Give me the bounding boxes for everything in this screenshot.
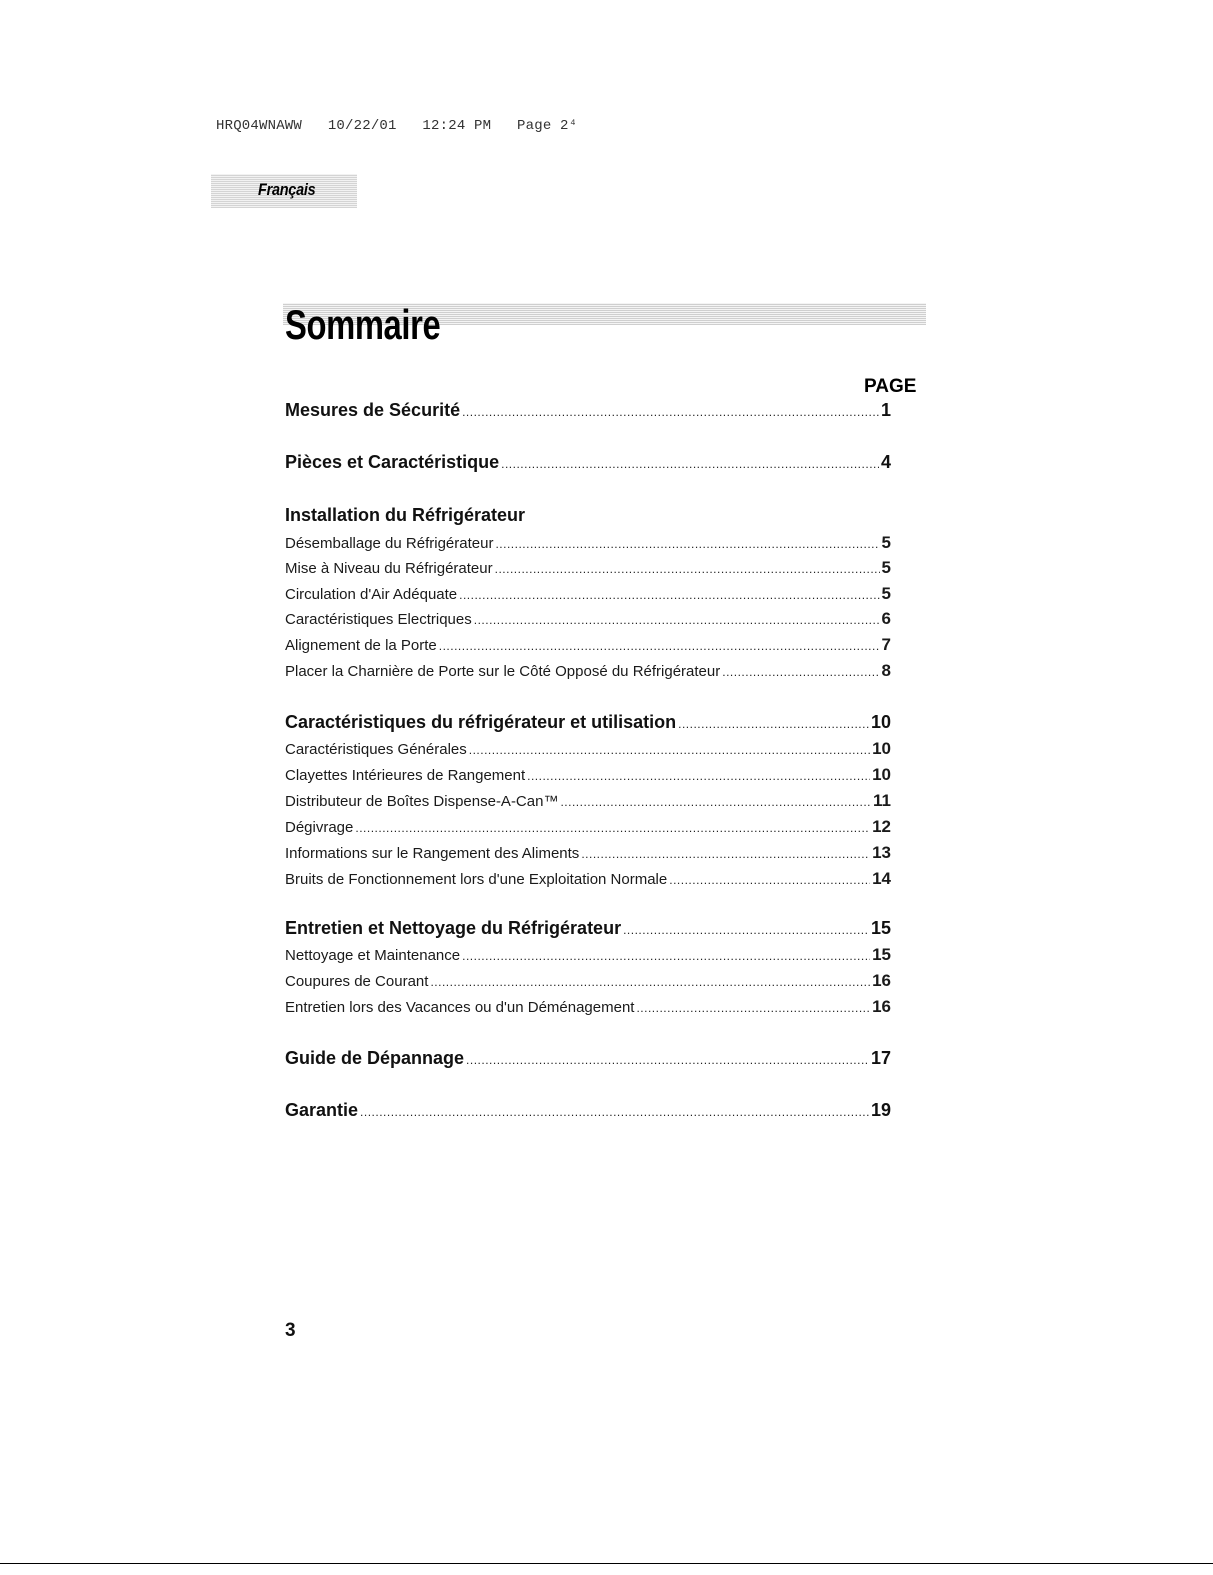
toc-entry[interactable] [285, 609, 891, 629]
dot-leader [469, 743, 870, 757]
dot-leader [462, 949, 870, 963]
dot-leader [495, 562, 880, 576]
toc-entry[interactable] [285, 558, 891, 578]
toc-entry-page: 16 [872, 971, 891, 990]
toc-entry-page: 1 [880, 400, 891, 420]
toc-section-installation [285, 505, 891, 526]
toc-entry[interactable] [285, 661, 891, 681]
toc-entry[interactable] [285, 817, 891, 837]
toc-entry-page: 5 [881, 558, 891, 577]
dot-leader [527, 769, 870, 783]
page-column-label: PAGE [864, 376, 917, 397]
print-header: HRQ04WNAWW 10/22/01 12:24 PM Page 2⁴ [216, 118, 578, 134]
toc-entry[interactable] [285, 584, 891, 604]
toc-entry-label: Clayettes Intérieures de Rangement [285, 767, 526, 784]
toc-section-label: Installation du Réfrigérateur [285, 505, 526, 525]
toc-entry-label: Bruits de Fonctionnement lors d'une Exploitation Normale [285, 871, 668, 888]
toc-entry-label: Caractéristiques du réfrigérateur et utilisation [285, 712, 677, 732]
toc-entry-caracteristiques[interactable] [285, 712, 891, 733]
dot-leader [669, 873, 870, 887]
toc-entry[interactable] [285, 635, 891, 655]
dot-leader [560, 795, 871, 809]
toc-entry-page: 17 [870, 1048, 891, 1068]
toc-entry-label: Guide de Dépannage [285, 1048, 465, 1068]
toc-entry-page: 8 [881, 661, 891, 680]
dot-leader [439, 639, 880, 653]
dot-leader [462, 405, 879, 419]
toc-entry-label: Coupures de Courant [285, 973, 429, 990]
toc-entry-label: Mise à Niveau du Réfrigérateur [285, 560, 493, 577]
toc-entry-guide[interactable] [285, 1048, 891, 1069]
toc-entry-label: Garantie [285, 1100, 359, 1120]
toc-entry-page: 4 [880, 452, 891, 472]
toc-entry[interactable] [285, 997, 891, 1017]
toc-entry-page: 16 [872, 997, 891, 1016]
footer-page-number: 3 [285, 1320, 296, 1341]
toc-entry-label: Entretien lors des Vacances ou d'un Déménagement [285, 999, 635, 1016]
dot-leader [495, 537, 879, 551]
toc-entry-pieces[interactable] [285, 452, 891, 473]
toc-entry-mesures[interactable] [285, 400, 891, 421]
toc-entry-page: 12 [872, 817, 891, 836]
toc-entry[interactable] [285, 869, 891, 889]
toc-entry-label: Pièces et Caractéristique [285, 452, 500, 472]
toc-entry-page: 10 [872, 765, 891, 784]
dot-leader [623, 923, 869, 937]
toc-entry-page: 10 [872, 739, 891, 758]
toc-entry-label: Informations sur le Rangement des Aliments [285, 845, 580, 862]
toc-entry-label: Circulation d'Air Adéquate [285, 586, 458, 603]
toc-entry-page: 19 [870, 1100, 891, 1120]
toc-entry-page: 13 [872, 843, 891, 862]
toc-entry[interactable] [285, 945, 891, 965]
toc-entry-page: 5 [881, 533, 891, 552]
page-title: Sommaire [285, 301, 441, 348]
toc-entry-label: Caractéristiques Electriques [285, 611, 472, 628]
toc-entry-label: Alignement de la Porte [285, 637, 437, 654]
toc-entry-label: Caractéristiques Générales [285, 741, 467, 758]
toc-entry[interactable] [285, 843, 891, 863]
toc-entry-label: Distributeur de Boîtes Dispense-A-Can™ [285, 793, 559, 810]
toc-entry-page: 11 [873, 791, 891, 810]
dot-leader [430, 975, 870, 989]
toc-entry-page: 15 [870, 918, 891, 938]
toc-entry[interactable] [285, 739, 891, 759]
toc-entry-label: Dégivrage [285, 819, 354, 836]
toc-entry[interactable] [285, 533, 891, 553]
dot-leader [636, 1001, 870, 1015]
dot-leader [581, 847, 870, 861]
toc-entry-page: 7 [881, 635, 891, 654]
dot-leader [466, 1053, 869, 1067]
dot-leader [459, 588, 879, 602]
language-tab-label: Français [258, 180, 316, 199]
bottom-rule [0, 1563, 1213, 1564]
dot-leader [501, 457, 879, 471]
toc-entry-page: 6 [881, 609, 891, 628]
toc-entry[interactable] [285, 791, 891, 811]
toc-entry-page: 15 [872, 945, 891, 964]
toc-entry-label: Nettoyage et Maintenance [285, 947, 461, 964]
toc-entry-label: Entretien et Nettoyage du Réfrigérateur [285, 918, 622, 938]
toc-entry-page: 10 [870, 712, 891, 732]
dot-leader [474, 613, 880, 627]
dot-leader [678, 717, 869, 731]
dot-leader [355, 821, 870, 835]
toc-entry[interactable] [285, 971, 891, 991]
toc-entry-label: Placer la Charnière de Porte sur le Côté Opposé du Réfrigérateur [285, 663, 721, 680]
toc-entry-garantie[interactable] [285, 1100, 891, 1121]
toc-entry-label: Mesures de Sécurité [285, 400, 461, 420]
toc-entry-page: 5 [881, 584, 891, 603]
dot-leader [360, 1105, 869, 1119]
toc-entry[interactable] [285, 765, 891, 785]
toc-entry-entretien[interactable] [285, 918, 891, 939]
toc-entry-page: 14 [872, 869, 891, 888]
dot-leader [722, 665, 879, 679]
toc-entry-label: Désemballage du Réfrigérateur [285, 535, 494, 552]
